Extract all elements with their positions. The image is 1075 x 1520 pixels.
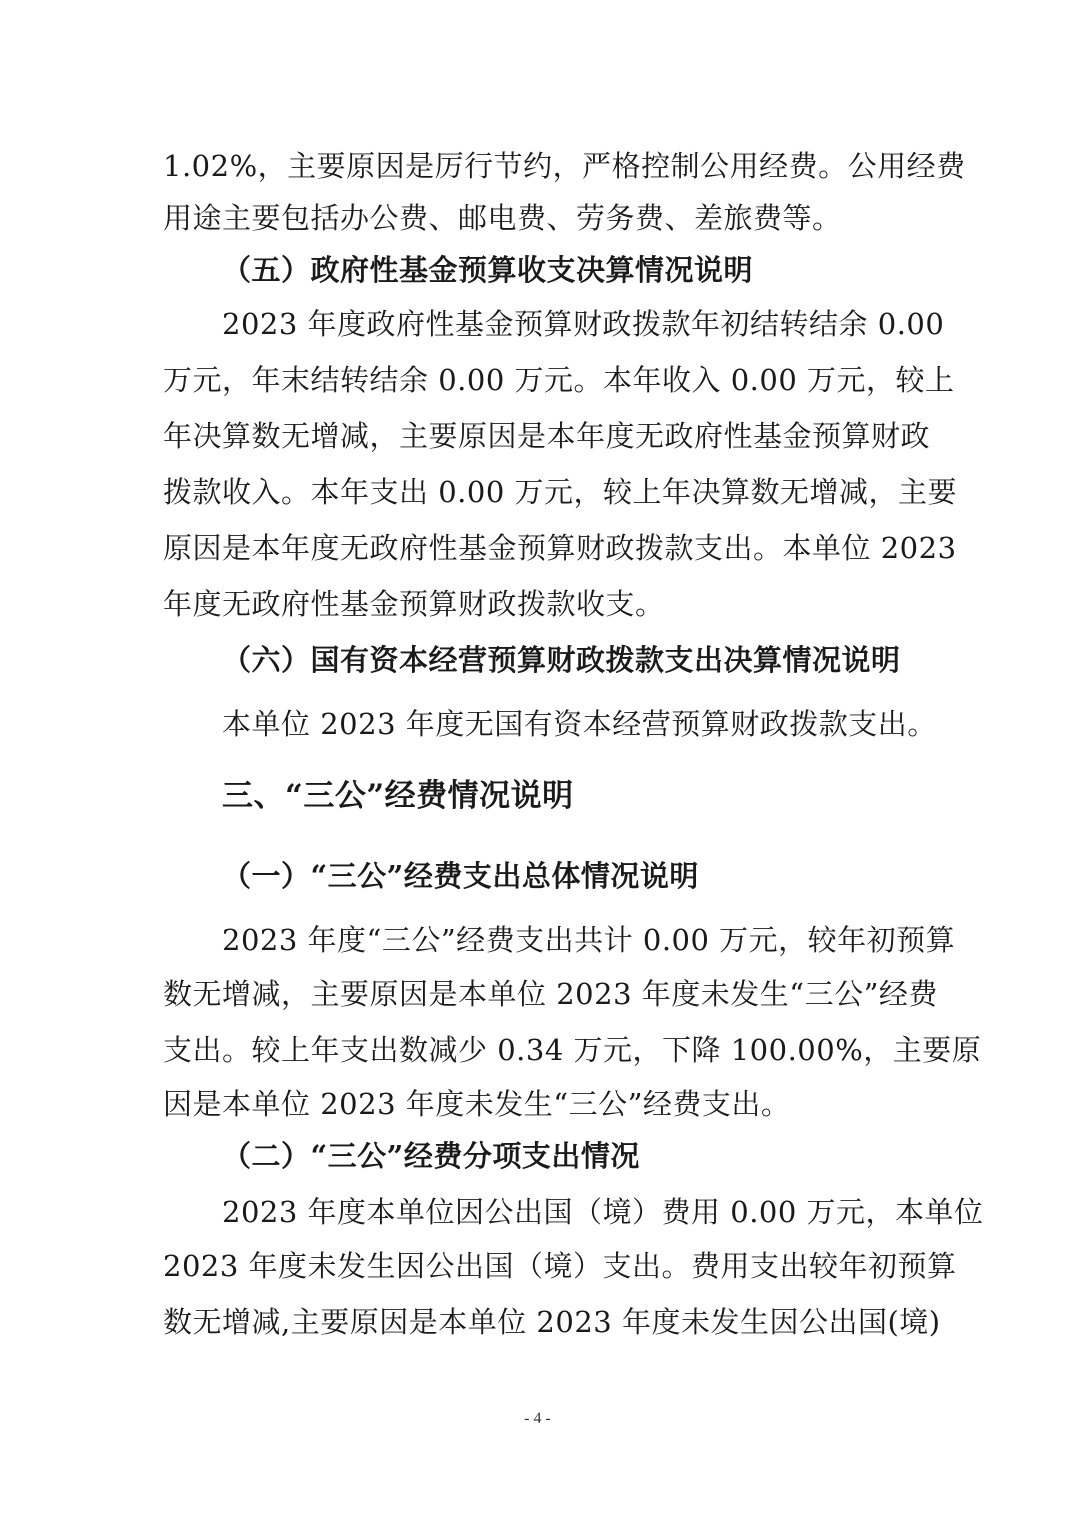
paragraph-line: 用途主要包括办公费、邮电费、劳务费、差旅费等。 xyxy=(163,201,842,235)
paragraph-line: 1.02%，主要原因是厉行节约，严格控制公用经费。公用经费 xyxy=(163,149,966,183)
section-heading: （五）政府性基金预算收支决算情况说明 xyxy=(222,253,754,287)
page-number: - 4 - xyxy=(524,1410,551,1427)
paragraph-line: 万元，年末结转结余 0.00 万元。本年收入 0.00 万元，较上 xyxy=(163,363,955,397)
paragraph-line: 年决算数无增减，主要原因是本年度无政府性基金预算财政 xyxy=(163,419,931,453)
section-heading: （二）“三公”经费分项支出情况 xyxy=(222,1139,640,1173)
paragraph-line: 2023 年度未发生因公出国（境）支出。费用支出较年初预算 xyxy=(163,1249,957,1283)
paragraph-line: 支出。较上年支出数减少 0.34 万元，下降 100.00%，主要原 xyxy=(163,1033,982,1067)
paragraph-line: 年度无政府性基金预算财政拨款收支。 xyxy=(163,587,665,621)
paragraph-line: 因是本单位 2023 年度未发生“三公”经费支出。 xyxy=(163,1087,791,1121)
paragraph-line: 本单位 2023 年度无国有资本经营预算财政拨款支出。 xyxy=(222,707,937,741)
paragraph-line: 数无增减，主要原因是本单位 2023 年度未发生“三公”经费 xyxy=(163,977,938,1011)
paragraph-line: 2023 年度“三公”经费支出共计 0.00 万元，较年初预算 xyxy=(222,923,956,957)
chapter-heading: 三、“三公”经费情况说明 xyxy=(222,778,574,814)
section-heading: （一）“三公”经费支出总体情况说明 xyxy=(222,859,699,893)
paragraph-line: 拨款收入。本年支出 0.00 万元，较上年决算数无增减，主要 xyxy=(163,475,958,509)
paragraph-line: 2023 年度政府性基金预算财政拨款年初结转结余 0.00 xyxy=(222,307,945,341)
section-heading: （六）国有资本经营预算财政拨款支出决算情况说明 xyxy=(222,643,901,677)
paragraph-line: 2023 年度本单位因公出国（境）费用 0.00 万元，本单位 xyxy=(222,1195,984,1229)
paragraph-line: 原因是本年度无政府性基金预算财政拨款支出。本单位 2023 xyxy=(163,531,957,565)
paragraph-line: 数无增减,主要原因是本单位 2023 年度未发生因公出国(境) xyxy=(163,1305,941,1339)
